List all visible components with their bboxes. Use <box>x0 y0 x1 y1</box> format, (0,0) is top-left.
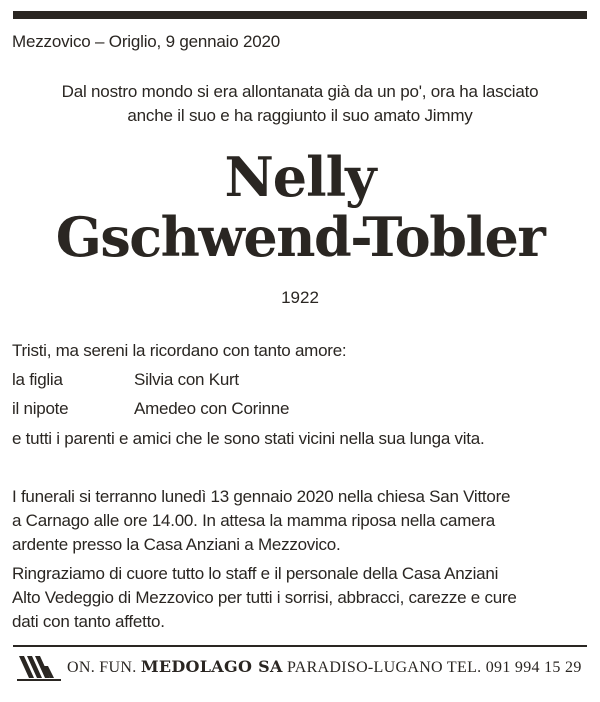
intro-line-2: anche il suo e ha raggiunto il suo amato Jimmy <box>127 106 473 125</box>
funeral-home-footer <box>13 652 587 684</box>
deceased-first-name: Nelly <box>224 145 376 209</box>
funeral-line-3: ardente presso la Casa Anziani a Mezzovico. <box>12 535 341 554</box>
relative-role: la figlia <box>12 370 63 389</box>
relative-names: Amedeo con Corinne <box>134 399 290 418</box>
thanks-line-3: dati con tanto affetto. <box>12 612 165 631</box>
top-rule <box>13 11 587 19</box>
mourners-others: e tutti i parenti e amici che le sono stati vicini nella sua lunga vita. <box>12 429 485 448</box>
bottom-rule <box>13 645 587 647</box>
birth-year: 1922 <box>281 288 319 307</box>
intro-line-1: Dal nostro mondo si era allontanata già da un po', ora ha lasciato <box>61 82 539 101</box>
thanks-line-1: Ringraziamo di cuore tutto lo staff e il personale della Casa Anziani <box>12 564 499 583</box>
relative-names: Silvia con Kurt <box>134 370 239 389</box>
footer-prefix: ON. FUN. <box>67 659 137 676</box>
funeral-line-2: a Carnago alle ore 14.00. In attesa la mamma riposa nella camera <box>12 511 495 530</box>
thanks-line-2: Alto Vedeggio di Mezzovico per tutti i sorrisi, abbracci, carezze e cure <box>12 588 517 607</box>
mourners-intro: Tristi, ma sereni la ricordano con tanto amore: <box>12 341 347 360</box>
funeral-home-logo-icon <box>17 652 61 682</box>
funeral-paragraph <box>12 485 592 557</box>
place-date: Mezzovico – Origlio, 9 gennaio 2020 <box>12 32 280 51</box>
funeral-line-1: I funerali si terranno lunedì 13 gennaio 2020 nella chiesa San Vittore <box>12 487 511 506</box>
relative-role: il nipote <box>12 399 69 418</box>
deceased-last-name: Gschwend-Tobler <box>55 205 545 269</box>
footer-company: MEDOLAGO SA <box>140 657 283 676</box>
funeral-home-text <box>67 657 582 677</box>
thanks-paragraph <box>12 562 592 634</box>
intro-text <box>0 80 600 128</box>
footer-suffix: PARADISO-LUGANO TEL. 091 994 15 29 <box>286 659 582 676</box>
